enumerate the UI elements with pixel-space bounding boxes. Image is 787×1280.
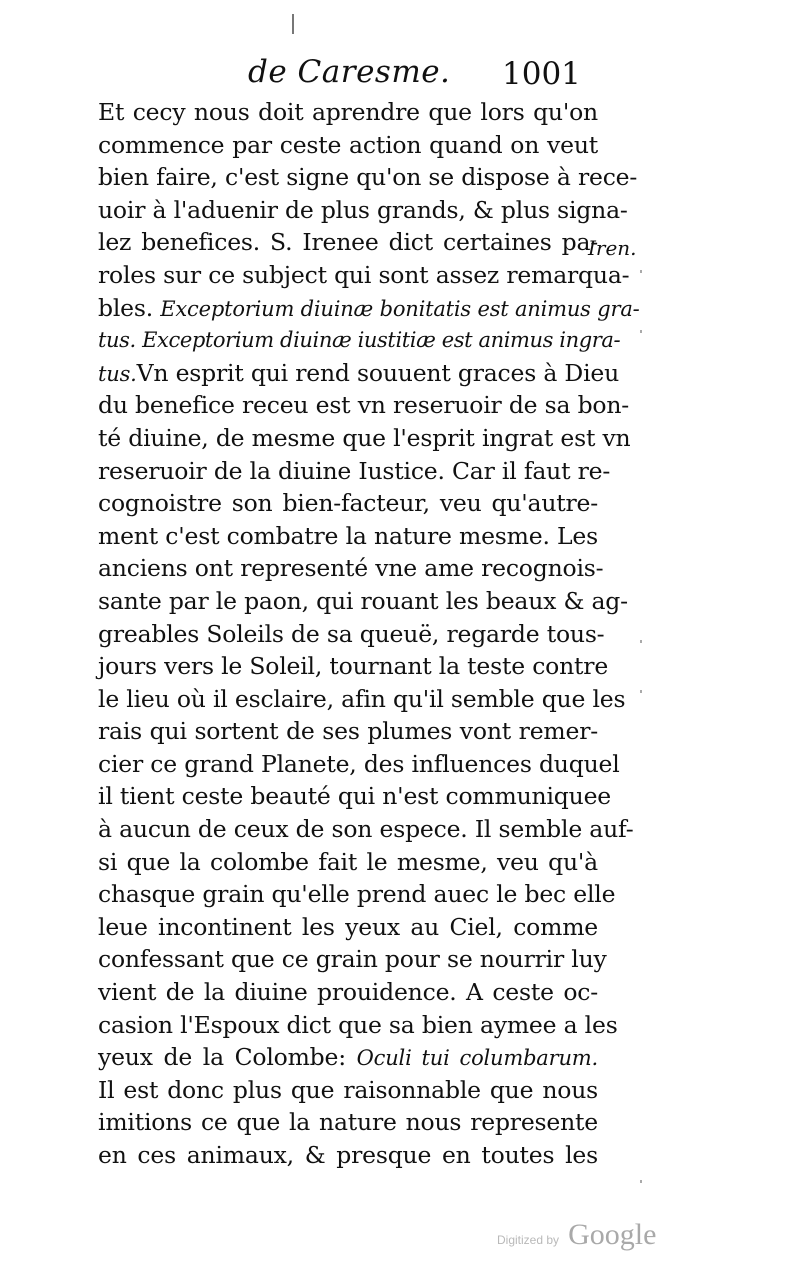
text-line: ment c'est combatre la nature mesme. Les	[98, 521, 598, 550]
latin-quotation: Oculi tui columbarum.	[356, 1046, 598, 1071]
text-line: en ces animaux, & presque en toutes les	[98, 1141, 598, 1169]
latin-quotation: tus.	[98, 361, 137, 386]
text-line: chasque grain qu'elle prend auec le bec elle	[98, 880, 616, 909]
watermark-prefix: Digitized by	[497, 1233, 560, 1247]
text-line: reseruoir de la diuine Iustice. Car il faut re-	[98, 456, 611, 485]
text-line-mixed	[98, 357, 620, 390]
running-title: de Caresme.	[248, 54, 451, 90]
latin-quotation: Exceptorium diuinæ bonitatis est animus gra-	[160, 296, 640, 321]
text-line: roles sur ce subject qui sont assez remarqua-	[98, 260, 630, 289]
text-line: cier ce grand Planete, des influences duquel	[98, 749, 620, 778]
text-line: anciens ont representé vne ame recognois-	[98, 554, 604, 583]
text-line: si que la colombe fait le mesme, veu qu'à	[98, 847, 598, 876]
text-line-mixed	[98, 292, 640, 325]
text-line: il tient ceste beauté qui n'est communiquee	[98, 782, 611, 811]
text-line-mixed	[98, 1041, 598, 1074]
text-line: greables Soleils de sa queuë, regarde tous-	[98, 619, 605, 648]
text-line: vient de la diuine prouidence. A ceste oc-	[98, 978, 598, 1007]
marginal-note: Iren.	[588, 236, 637, 260]
latin-quotation-line: tus. Exceptorium diuinæ iustitiæ est animus ingra-	[98, 328, 621, 353]
text-line: Et cecy nous doit aprendre que lors qu'on	[98, 98, 598, 126]
page-number: 1001	[502, 56, 581, 92]
text-line: té diuine, de mesme que l'esprit ingrat est vn	[98, 423, 631, 452]
text-line: le lieu où il esclaire, afin qu'il semble que les	[98, 684, 626, 713]
text-fragment: yeux de la Colombe:	[98, 1043, 346, 1072]
text-line: casion l'Espoux dict que sa bien aymee a les	[98, 1010, 618, 1039]
body-text	[98, 96, 640, 1172]
digitized-watermark	[497, 1218, 656, 1252]
text-line: sante par le paon, qui rouant les beaux & ag-	[98, 586, 628, 615]
text-fragment: bles.	[98, 293, 153, 322]
text-line: Il est donc plus que raisonnable que nous	[98, 1075, 598, 1104]
text-line: à aucun de ceux de son espece. Il semble auf-	[98, 815, 634, 844]
text-line: leue incontinent les yeux au Ciel, comme	[98, 912, 598, 941]
text-line: jours vers le Soleil, tournant la teste contre	[98, 652, 609, 681]
text-line: lez benefices. S. Irenee dict certaines pa-	[98, 228, 598, 257]
text-line: du benefice receu est vn reseruoir de sa bon-	[98, 391, 630, 420]
page-edge-mark	[292, 14, 294, 34]
google-logo: Google	[568, 1218, 657, 1251]
text-line: bien faire, c'est signe qu'on se dispose à rece-	[98, 163, 638, 192]
text-line: imitions ce que la nature nous represente	[98, 1108, 598, 1137]
text-line: confessant que ce grain pour se nourrir luy	[98, 945, 607, 974]
text-fragment: Vn esprit qui rend souuent graces à Dieu	[136, 358, 620, 387]
text-line: cognoistre son bien-facteur, veu qu'autre-	[98, 489, 598, 518]
text-line: uoir à l'aduenir de plus grands, & plus signa-	[98, 195, 628, 224]
page-edge-specks	[640, 0, 644, 1280]
text-line: commence par ceste action quand on veut	[98, 130, 598, 159]
text-line: rais qui sortent de ses plumes vont remer-	[98, 717, 598, 746]
